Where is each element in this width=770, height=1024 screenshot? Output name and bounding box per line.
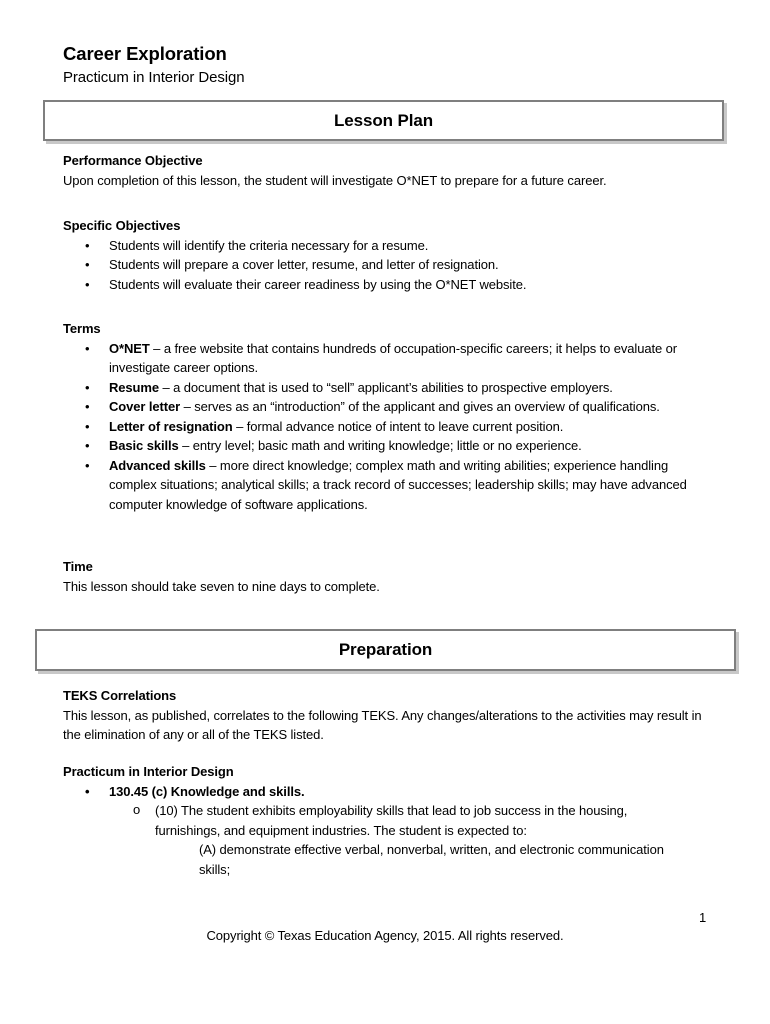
terms-list — [63, 339, 693, 515]
sub-item: o (10) The student exhibits employability skills that lead to job success in the housing, furnishings, and equipment industries. The student is expected to: — [63, 801, 683, 840]
term-name: Letter of resignation — [109, 418, 233, 434]
term-definition: – entry level; basic math and writing knowledge; little or no experience. — [178, 438, 582, 453]
lesson-plan-title: Lesson Plan — [333, 110, 434, 130]
terms-section — [63, 319, 693, 514]
term-definition: – formal advance notice of intent to leave current position. — [232, 418, 564, 434]
time-heading: Time — [63, 559, 93, 574]
document-title: Career Exploration — [63, 43, 227, 64]
page-number: 1 — [699, 910, 707, 925]
lesson-plan-box — [43, 100, 724, 141]
terms-heading: Terms — [63, 321, 101, 336]
specific-objectives-heading: Specific Objectives — [63, 218, 181, 233]
list-item: • Students will evaluate their career readiness by using the O*NET website. — [63, 275, 713, 295]
list-item: • Students will prepare a cover letter, resume, and letter of resignation. — [63, 255, 713, 275]
teks-section — [63, 686, 708, 745]
time-text: This lesson should take seven to nine days to complete. — [63, 578, 380, 594]
standard-sub-list — [63, 801, 683, 840]
course-section — [63, 762, 683, 879]
term-definition: – serves as an “introduction” of the applicant and gives an overview of qualifications. — [180, 399, 660, 414]
term-definition: – a free website that contains hundreds of occupation-specific careers; it helps to evaluate or investigate career options. — [109, 340, 677, 375]
term-name: Advanced skills — [109, 457, 206, 473]
term-item — [63, 417, 693, 437]
preparation-title: Preparation — [338, 640, 433, 659]
term-item — [63, 397, 693, 417]
term-name: Resume — [109, 379, 159, 395]
performance-objective-heading: Performance Objective — [63, 153, 203, 168]
standard-item: • 130.45 (c) Knowledge and skills. — [63, 782, 683, 802]
teks-text: This lesson, as published, correlates to the following TEKS. Any changes/alterations to the activities may result in the elimination of any or all of the TEKS listed. — [63, 707, 702, 742]
term-item — [63, 456, 693, 515]
document-subtitle: Practicum in Interior Design — [63, 69, 245, 86]
term-item — [63, 378, 693, 398]
list-item: • Students will identify the criteria necessary for a resume. — [63, 236, 713, 256]
term-name: Basic skills — [109, 438, 179, 453]
term-item — [63, 436, 693, 456]
term-item — [63, 339, 693, 378]
preparation-box — [35, 629, 736, 671]
specific-objectives-section — [63, 216, 713, 294]
performance-objective-text: Upon completion of this lesson, the student will investigate O*NET to prepare for a future career. — [63, 172, 607, 188]
course-standards-list — [63, 782, 683, 802]
term-definition: – more direct knowledge; complex math and writing abilities; experience handling complex situations; analytical skills; a track record of successes; leadership skills; may have advanced computer knowledge of software applications. — [109, 457, 687, 512]
course-heading: Practicum in Interior Design — [63, 764, 234, 779]
teks-heading: TEKS Correlations — [63, 688, 177, 703]
copyright-notice: Copyright © Texas Education Agency, 2015. All rights reserved. — [206, 928, 564, 943]
performance-objective-section — [63, 151, 713, 190]
time-section — [63, 557, 713, 596]
term-name: Cover letter — [109, 399, 181, 414]
term-name: O*NET — [109, 340, 150, 356]
specific-objectives-list — [63, 236, 713, 295]
term-definition: – a document that is used to “sell” applicant’s abilities to prospective employers. — [158, 379, 613, 395]
sub-sub-item: (A) demonstrate effective verbal, nonverbal, written, and electronic communication skills; — [199, 842, 664, 877]
